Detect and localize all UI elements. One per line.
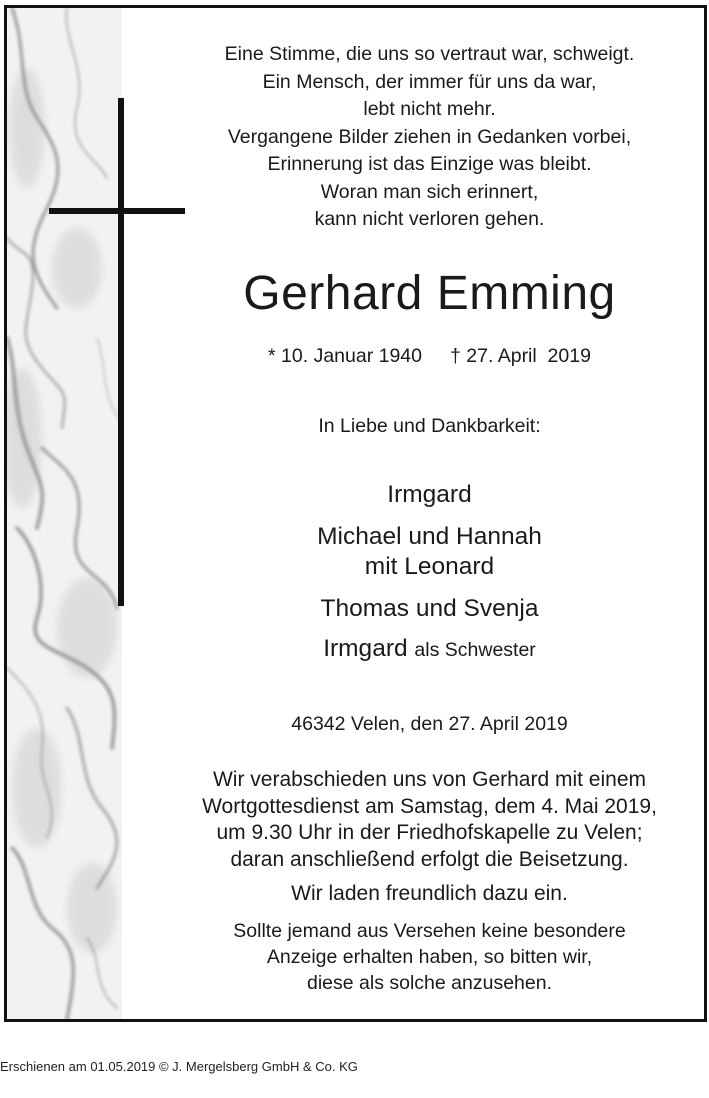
- death-date: † 27. April 2019: [450, 345, 591, 367]
- deceased-name: Gerhard Emming: [243, 267, 616, 320]
- place-and-date: 46342 Velen, den 27. April 2019: [291, 713, 568, 735]
- poem-line: kann nicht verloren gehen.: [314, 208, 545, 230]
- closing-line: Anzeige erhalten haben, so bitten wir,: [266, 946, 593, 968]
- family-member-name: Irmgard: [323, 635, 408, 662]
- family-member: Thomas und Svenja: [320, 595, 539, 622]
- poem-line: Erinnerung ist das Einzige was bleibt.: [267, 153, 592, 175]
- poem-line: Eine Stimme, die uns so vertraut war, schweigt.: [224, 43, 635, 65]
- service-line: Wir verabschieden uns von Gerhard mit einem: [212, 768, 647, 791]
- closing-note: [157, 918, 702, 996]
- obituary-notice: [4, 5, 707, 1022]
- memorial-poem: [157, 41, 702, 234]
- birth-date: * 10. Januar 1940: [268, 345, 422, 367]
- publication-footer: Erschienen am 01.05.2019 © J. Mergelsberg GmbH & Co. KG: [0, 1059, 358, 1074]
- closing-line: diese als solche anzusehen.: [307, 972, 552, 994]
- service-line: Wortgottesdienst am Samstag, dem 4. Mai 2019,: [202, 794, 657, 818]
- gratitude-line: In Liebe und Dankbarkeit:: [318, 415, 541, 437]
- funeral-service-info: [157, 767, 702, 873]
- cross-icon: [118, 98, 124, 606]
- family-list: [157, 480, 702, 665]
- closing-line: Sollte jemand aus Versehen keine besondere: [233, 920, 626, 942]
- family-member: mit Leonard: [364, 553, 495, 580]
- family-member: Irmgard: [387, 481, 472, 508]
- poem-line: Ein Mensch, der immer für uns da war,: [262, 70, 597, 93]
- marble-texture-panel: [7, 8, 122, 1019]
- poem-line: Woran man sich erinnert,: [320, 180, 539, 203]
- poem-line: Vergangene Bilder ziehen in Gedanken vorbei,: [227, 125, 632, 148]
- family-member: Michael und Hannah: [317, 523, 542, 550]
- invitation-line: Wir laden freundlich dazu ein.: [291, 882, 568, 905]
- service-line: um 9.30 Uhr in der Friedhofskapelle zu Velen;: [216, 821, 643, 844]
- family-member-relation: als Schwester: [414, 639, 536, 661]
- service-line: daran anschließend erfolgt die Beisetzung.: [230, 847, 629, 871]
- family-member: [157, 634, 702, 665]
- poem-line: lebt nicht mehr.: [363, 98, 496, 120]
- life-dates: [157, 342, 702, 370]
